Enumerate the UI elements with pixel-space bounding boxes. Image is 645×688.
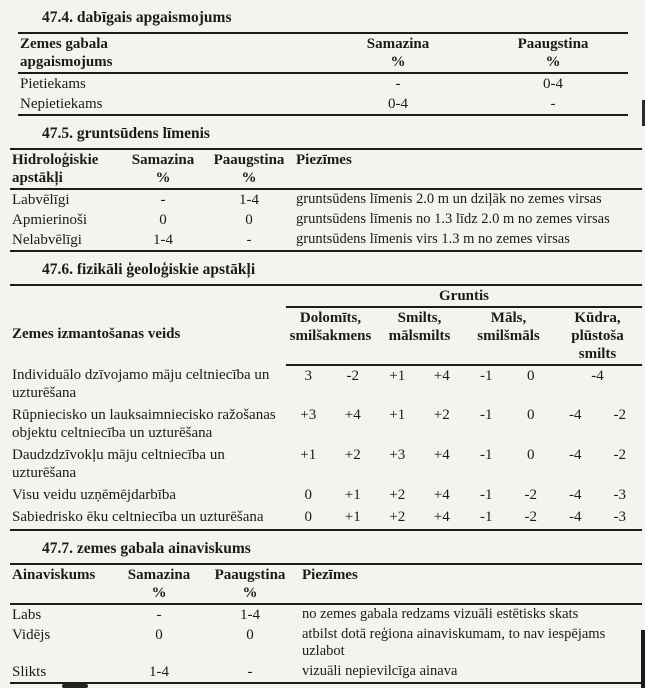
cell-decrease: - <box>156 607 162 623</box>
cell-increase: - <box>478 94 628 115</box>
cell-value: -2 <box>613 407 626 423</box>
cell-value: +1 <box>344 487 361 503</box>
cell-note: gruntsūdens līmenis no 1.3 līdz 2.0 m no zemes virsas <box>296 211 610 227</box>
cell-value: +4 <box>433 447 450 463</box>
cell-decrease: 1-4 <box>122 230 204 251</box>
table-row <box>10 210 642 230</box>
cell-value: 0 <box>527 447 535 463</box>
column-header-decrease: Samazina <box>131 152 195 168</box>
column-header-label: Ainaviskums <box>10 564 118 604</box>
table-row <box>10 625 642 662</box>
column-header-notes: Piezīmes <box>300 564 642 604</box>
cell-increase: 1-4 <box>239 192 259 208</box>
cell-value: +1 <box>389 407 406 423</box>
cell-value: -4 <box>553 507 598 530</box>
cell-value: +4 <box>433 487 450 503</box>
row-label: Daudzdzīvokļu māju celtniecība un uzturēšana <box>12 447 225 481</box>
cell-value: 0 <box>527 368 535 384</box>
cell-note: gruntsūdens līmenis 2.0 m un dziļāk no zemes virsas <box>296 191 602 207</box>
column-header-decrease: Samazina <box>366 36 430 52</box>
column-header-notes: Piezīmes <box>294 149 642 189</box>
row-label: Rūpniecisko un lauksaimniecisko ražošanas objektu celtniecība un uzturēšana <box>12 407 276 441</box>
cell-value: +2 <box>433 407 450 423</box>
landscape-table <box>10 563 642 684</box>
cell-value: 3 <box>304 368 312 384</box>
column-header-label: Zemes gabala apgaismojums <box>20 36 113 70</box>
cell-value: +2 <box>375 507 420 530</box>
row-label: Apmierinoši <box>12 212 87 228</box>
cell-increase: 0-4 <box>543 76 563 92</box>
column-header-label-line2: apstākļi <box>12 170 63 186</box>
cell-value: +1 <box>300 447 317 463</box>
table-row <box>10 230 642 251</box>
section-heading-476: 47.6. fizikāli ģeoloģiskie apstākļi <box>42 261 256 278</box>
cell-decrease: 0 <box>155 627 163 643</box>
cell-decrease: - <box>160 192 166 208</box>
scan-artifact <box>62 684 88 688</box>
table-row <box>10 365 642 405</box>
table-row <box>10 662 642 683</box>
column-header-soil: Kūdra, plūstoša smilts <box>553 307 642 365</box>
column-header-land-use: Zemes izmantošanas veids <box>10 285 286 365</box>
table-row <box>10 507 642 530</box>
daylight-table <box>18 32 628 116</box>
section-heading-475: 47.5. gruntsūdens līmenis <box>42 125 210 142</box>
cell-increase: 0 <box>246 627 254 643</box>
column-header-decrease: Samazina <box>127 567 191 583</box>
cell-decrease: 0 <box>159 212 167 228</box>
row-label: Sabiedrisko ēku celtniecība un uzturēšana <box>10 507 286 530</box>
cell-decrease: 1-4 <box>118 662 200 683</box>
column-header-increase-unit: % <box>545 54 561 70</box>
column-header-increase: Paaugstina <box>517 36 589 52</box>
table-row <box>10 604 642 625</box>
cell-value: +1 <box>331 507 376 530</box>
cell-value: -4 <box>591 368 604 384</box>
cell-note: gruntsūdens līmenis virs 1.3 m no zemes virsas <box>294 230 642 251</box>
cell-value: -3 <box>598 507 643 530</box>
cell-value: -1 <box>480 368 493 384</box>
cell-value: -2 <box>346 368 359 384</box>
column-group-header-soils: Gruntis <box>286 285 642 307</box>
table-row <box>18 94 628 115</box>
cell-value: -2 <box>524 487 537 503</box>
column-header-increase-unit: % <box>241 170 257 186</box>
cell-value: 0 <box>527 407 535 423</box>
cell-increase: - <box>204 230 294 251</box>
cell-increase: - <box>200 662 300 683</box>
row-label: Visu veidu uzņēmējdarbība <box>12 487 177 503</box>
scan-artifact <box>641 630 645 688</box>
cell-value: -2 <box>613 447 626 463</box>
row-label: Slikts <box>10 662 118 683</box>
cell-value: -1 <box>480 447 493 463</box>
column-header-decrease-unit: % <box>390 54 406 70</box>
cell-note: vizuāli nepievilcīga ainava <box>300 662 642 683</box>
cell-increase: 0 <box>245 212 253 228</box>
cell-value: +4 <box>344 407 361 423</box>
column-header-increase-unit: % <box>242 585 258 601</box>
cell-note: no zemes gabala redzams vizuāli estētisks skats <box>302 606 579 622</box>
table-row <box>18 73 628 94</box>
geological-table <box>10 284 642 531</box>
cell-value: -3 <box>613 487 626 503</box>
cell-value: +2 <box>344 447 361 463</box>
cell-note: atbilst dotā reģiona ainaviskumam, to nav iespējams uzlabot <box>302 626 606 660</box>
cell-value: -4 <box>569 447 582 463</box>
row-label: Nepietiekams <box>18 94 318 115</box>
column-header-soil: Māls, smilšmāls <box>464 307 553 365</box>
cell-value: -1 <box>480 407 493 423</box>
cell-value: 0 <box>286 507 331 530</box>
row-label: Nelabvēlīgi <box>10 230 122 251</box>
cell-value: 0 <box>304 487 312 503</box>
column-header-soil: Dolomīts, smilšakmens <box>286 307 375 365</box>
cell-increase: 1-4 <box>240 607 260 623</box>
table-row <box>10 405 642 445</box>
cell-value: +4 <box>433 368 450 384</box>
table-row <box>10 189 642 210</box>
cell-value: +3 <box>389 447 406 463</box>
cell-value: +1 <box>389 368 406 384</box>
table-row <box>10 485 642 507</box>
cell-value: +2 <box>389 487 406 503</box>
column-header-increase: Paaugstina <box>214 567 286 583</box>
row-label: Individuālo dzīvojamo māju celtniecība un uzturēšana <box>12 367 270 401</box>
cell-decrease: 0-4 <box>318 94 478 115</box>
row-label: Vidējs <box>12 627 51 643</box>
column-header-decrease-unit: % <box>151 585 167 601</box>
column-header-decrease-unit: % <box>155 170 171 186</box>
column-header-soil: Smilts, mālsmilts <box>375 307 464 365</box>
row-label: Labvēlīgi <box>12 192 70 208</box>
cell-value: +4 <box>420 507 465 530</box>
groundwater-table <box>10 148 642 252</box>
section-heading-474: 47.4. dabīgais apgaismojums <box>42 9 232 26</box>
table-row <box>10 445 642 485</box>
cell-value: +3 <box>300 407 317 423</box>
cell-value: -1 <box>480 487 493 503</box>
row-label: Pietiekams <box>20 76 86 92</box>
cell-value: -2 <box>509 507 554 530</box>
cell-value: -4 <box>569 487 582 503</box>
column-header-label: Hidroloģiskie <box>12 152 99 168</box>
row-label: Labs <box>12 607 42 623</box>
column-header-increase: Paaugstina <box>213 152 285 168</box>
cell-value: -4 <box>569 407 582 423</box>
cell-value: -1 <box>464 507 509 530</box>
cell-decrease: - <box>395 76 401 92</box>
section-heading-477: 47.7. zemes gabala ainaviskums <box>42 540 251 557</box>
